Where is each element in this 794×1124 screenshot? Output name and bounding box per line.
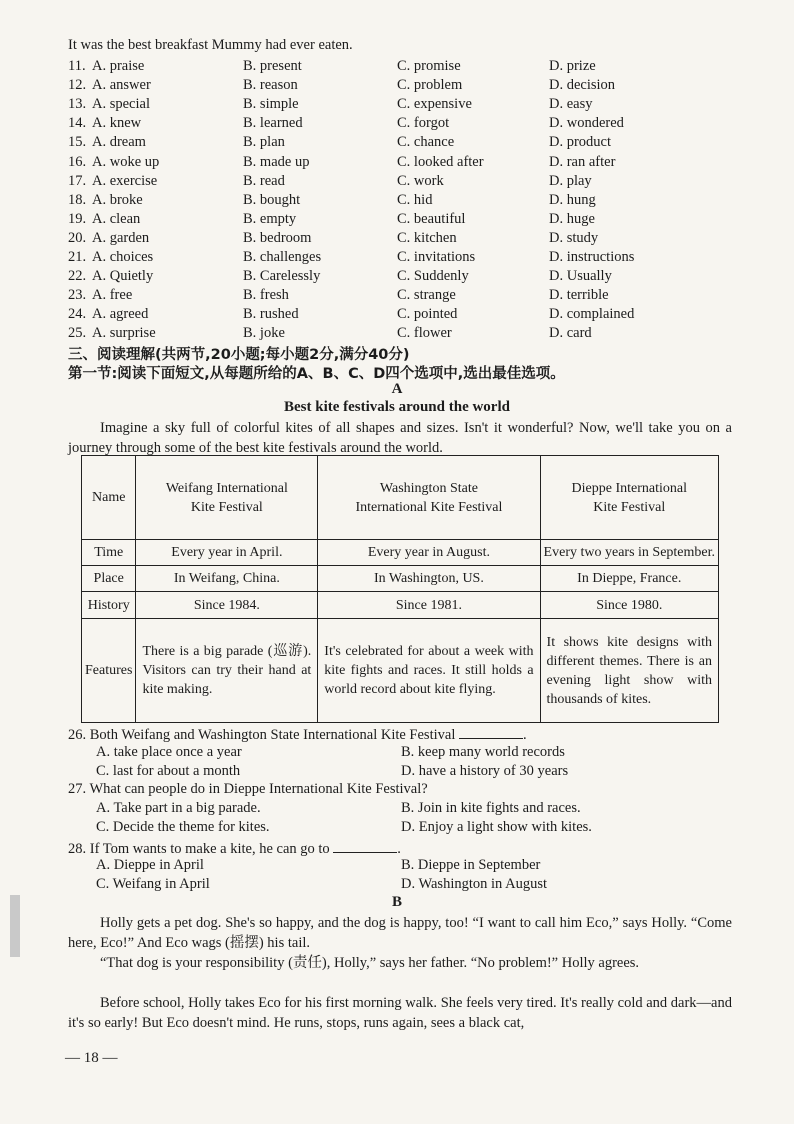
festival-history: Since 1980. <box>540 592 718 619</box>
option-d: D. wondered <box>549 115 624 132</box>
option-d: D. study <box>549 229 599 246</box>
option-c: C. invitations <box>397 249 476 265</box>
table-row-history <box>82 592 719 619</box>
question-number: 18. <box>68 191 87 208</box>
option-d: D. card <box>549 325 592 342</box>
option-c: C. forgot <box>397 115 450 132</box>
festival-name: Washington State International Kite Festival <box>318 456 540 540</box>
question-number: 20. <box>68 229 87 246</box>
question-28-stem <box>68 838 401 858</box>
option-d: D. Enjoy a light show with kites. <box>401 819 592 835</box>
option-b: B. read <box>243 172 285 189</box>
passage-a-letter: A <box>391 381 403 397</box>
option-c: C. strange <box>397 287 456 304</box>
option-b: B. bought <box>243 191 301 208</box>
section3-title: 三、阅读理解(共两节,20小题;每小题2分,满分40分) <box>68 347 410 363</box>
festival-time: Every year in April. <box>136 540 318 566</box>
option-d: D. have a history of 30 years <box>401 763 569 779</box>
option-d: D. complained <box>549 306 635 323</box>
option-a: A. Take part in a big parade. <box>96 800 261 816</box>
option-b: B. plan <box>243 134 285 151</box>
option-a: A. dream <box>92 134 146 151</box>
option-a: A. clean <box>92 210 141 227</box>
question-number: 13. <box>68 96 87 113</box>
question-27-stem: 27. What can people do in Dieppe International Kite Festival? <box>68 781 428 797</box>
option-d: D. decision <box>549 77 616 94</box>
option-a: A. woke up <box>92 153 160 170</box>
answer-blank <box>459 724 523 739</box>
question-stem-text: 26. Both Weifang and Washington State International Kite Festival <box>68 727 456 743</box>
passage-b-paragraph: Before school, Holly takes Eco for his first morning walk. She feels very tired. It's really cold and dark—and it's so early! But Eco doesn't mind. He runs, stops, runs again, sees a black cat, <box>68 995 732 1031</box>
row-label-place: Place <box>82 566 136 592</box>
option-b: B. simple <box>243 96 299 113</box>
passage-b-paragraph: Holly gets a pet dog. She's so happy, and the dog is happy, too! “I want to call him Eco,” says Holly. “Come here, Eco!” And Eco wags (摇摆) his tail. <box>68 915 732 951</box>
option-c: C. kitchen <box>397 229 457 246</box>
option-c: C. chance <box>397 134 455 151</box>
kite-festival-table <box>81 455 719 723</box>
page-number: — 18 — <box>65 1050 118 1066</box>
question-stem-end: . <box>397 841 401 857</box>
scan-margin-mark <box>10 895 20 957</box>
option-c: C. Weifang in April <box>96 876 210 892</box>
option-a: A. special <box>92 96 150 113</box>
option-b: B. fresh <box>243 287 289 304</box>
option-b: B. Join in kite fights and races. <box>401 800 581 816</box>
option-c: C. promise <box>397 58 461 74</box>
option-d: D. Washington in August <box>401 876 547 892</box>
option-a: A. praise <box>92 58 145 74</box>
option-c: C. beautiful <box>397 210 466 227</box>
option-b: B. bedroom <box>243 229 312 246</box>
option-d: D. Usually <box>549 268 612 285</box>
question-number: 22. <box>68 268 87 285</box>
festival-name: Weifang International Kite Festival <box>136 456 318 540</box>
festival-name: Dieppe International Kite Festival <box>540 456 718 540</box>
option-a: A. agreed <box>92 306 149 323</box>
table-row-name <box>82 456 719 540</box>
option-a: A. Dieppe in April <box>96 857 204 873</box>
option-b: B. keep many world records <box>401 744 565 760</box>
option-a: A. garden <box>92 229 150 246</box>
option-a: A. surprise <box>92 325 156 342</box>
festival-place: In Weifang, China. <box>136 566 318 592</box>
question-number: 15. <box>68 134 87 151</box>
question-number: 14. <box>68 115 87 132</box>
option-c: C. expensive <box>397 96 472 113</box>
festival-time: Every two years in September. <box>540 540 718 566</box>
question-number: 11. <box>68 58 86 74</box>
question-number: 19. <box>68 210 87 227</box>
option-c: C. hid <box>397 191 433 208</box>
option-b: B. rushed <box>243 306 299 323</box>
option-d: D. prize <box>549 58 596 74</box>
festival-history: Since 1981. <box>318 592 540 619</box>
row-label-name: Name <box>82 456 136 540</box>
row-label-history: History <box>82 592 136 619</box>
option-b: B. Carelessly <box>243 268 321 285</box>
option-b: B. challenges <box>243 249 322 265</box>
option-a: A. broke <box>92 191 143 208</box>
option-d: D. terrible <box>549 287 609 304</box>
option-a: A. take place once a year <box>96 744 242 760</box>
option-b: B. reason <box>243 77 298 94</box>
option-d: D. ran after <box>549 153 616 170</box>
table-row-place <box>82 566 719 592</box>
option-d: D. instructions <box>549 249 635 265</box>
option-d: D. easy <box>549 96 593 113</box>
option-c: C. looked after <box>397 153 484 170</box>
passage-a-intro: Imagine a sky full of colorful kites of all shapes and sizes. Isn't it wonderful? Now, we'll take you on a journey through some of the best kite festivals around the world. <box>68 420 732 456</box>
option-d: D. hung <box>549 191 596 208</box>
question-stem-end: . <box>522 727 527 743</box>
question-number: 25. <box>68 325 87 342</box>
option-a: A. knew <box>92 115 142 132</box>
option-c: C. pointed <box>397 306 458 323</box>
festival-time: Every year in August. <box>318 540 540 566</box>
option-b: B. empty <box>243 210 297 227</box>
question-stem-text: 28. If Tom wants to make a kite, he can go to <box>68 841 330 857</box>
option-b: B. Dieppe in September <box>401 857 541 873</box>
table-row-features <box>82 619 719 723</box>
option-c: C. Suddenly <box>397 268 469 285</box>
option-c: C. flower <box>397 325 452 342</box>
intro-line: It was the best breakfast Mummy had ever eaten. <box>68 37 353 53</box>
option-d: D. product <box>549 134 612 151</box>
option-b: B. made up <box>243 153 310 170</box>
passage-b-letter: B <box>391 894 402 910</box>
festival-features: It shows kite designs with different themes. There is an evening light show with thousands of kites. <box>540 619 718 723</box>
option-b: B. learned <box>243 115 303 132</box>
question-26-stem <box>68 724 527 744</box>
passage-b-paragraph: “That dog is your responsibility (责任), Holly,” says her father. “No problem!” Holly agrees. <box>100 955 640 971</box>
option-b: B. joke <box>243 325 285 342</box>
option-c: C. Decide the theme for kites. <box>96 819 270 835</box>
row-label-features: Features <box>82 619 136 723</box>
question-number: 17. <box>68 172 87 189</box>
festival-place: In Washington, US. <box>318 566 540 592</box>
festival-features: There is a big parade (巡游). Visitors can try their hand at kite making. <box>136 619 318 723</box>
table-row-time <box>82 540 719 566</box>
passage-a-title: Best kite festivals around the world <box>284 399 510 415</box>
question-number: 16. <box>68 153 87 170</box>
question-number: 21. <box>68 249 87 265</box>
option-d: D. play <box>549 172 592 189</box>
question-number: 24. <box>68 306 87 323</box>
option-d: D. huge <box>549 210 595 227</box>
option-a: A. exercise <box>92 172 158 189</box>
festival-history: Since 1984. <box>136 592 318 619</box>
section3-instruction: 第一节:阅读下面短文,从每题所给的A、B、C、D四个选项中,选出最佳选项。 <box>68 366 565 382</box>
option-c: C. problem <box>397 77 463 94</box>
question-number: 23. <box>68 287 87 304</box>
option-a: A. free <box>92 287 133 304</box>
option-b: B. present <box>243 58 302 74</box>
option-c: C. last for about a month <box>96 763 241 779</box>
answer-blank <box>333 838 397 853</box>
row-label-time: Time <box>82 540 136 566</box>
festival-features: It's celebrated for about a week with kite fights and races. It still holds a world record about kite flying. <box>318 619 540 723</box>
question-number: 12. <box>68 77 87 94</box>
option-a: A. choices <box>92 249 154 265</box>
festival-place: In Dieppe, France. <box>540 566 718 592</box>
option-a: A. answer <box>92 77 151 94</box>
option-c: C. work <box>397 172 444 189</box>
option-a: A. Quietly <box>92 268 154 285</box>
